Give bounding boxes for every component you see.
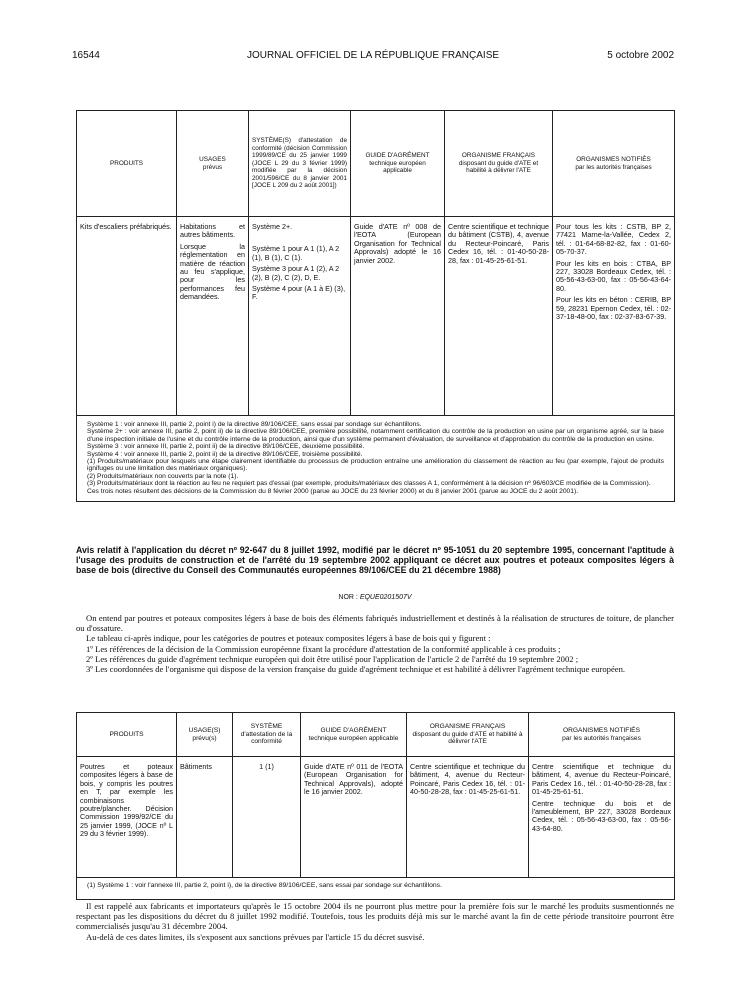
cell-systemes: Système 2+. Système 1 pour A 1 (1), A 2 (1), B (1), C (1). Système 3 pour A 1 (2), A 2 (2), B (2), C (2), D, E. Système 4 pour (A 1 à E) (3), F. [249,217,351,416]
cell-usages: Bâtiments [177,757,233,878]
header-notifies: ORGANISMES NOTIFIÉS par les autorités françaises [553,111,675,217]
note-line: Système 1 : voir annexe III, partie 2, point i) de la directive 89/106/CEE, sans essai par sondage sur échantillons. [87,421,422,428]
cell-organisme: Centre scientifique et technique du bâtiment (CSTB), 4, avenue du Recteur-Poincaré, Paris Cedex 16, tél. : 01-40-50-28-28, fax : 01-45-25-61-51. [445,217,553,416]
cell-notifies: Centre scientifique et technique du bâtiment, 4, avenue du Recteur-Poincaré, Paris Cedex 16., tél. : 01-40-50-28-28, fax : 01-45-25-61-51. Centre technique du bois et de l'ameublement, BP 227, 33028 Bordeaux Cedex, tél. : 05-56-43-63-00, fax : 05-56-43-64-80. [529,757,675,878]
paragraph: 1º Les références de la décision de la Commission européenne fixant la procédure d'attestation de la conformité applicable à ces produits ; [86,643,561,654]
cell-systeme: 1 (1) [233,757,301,878]
paragraph: Le tableau ci-après indique, pour les catégories de poutres et poteaux composites légers à base de bois qui y figurent : [86,633,491,644]
note-line: Système 4 : voir annexe III, partie 2, point ii) de la directive 89/106/CEE, troisième possibilité. [87,450,363,458]
header-systemes: SYSTÈME(S) d'attestation de conformité (décision Commission 1999/89/CE du 25 janvier 1999 (JOCE L 29 du 3 février 1999) modifiée par la décision 2001/596/CE du 8 janvier 2001 [JOCE L 209 du 2 août 2001]) [249,111,351,217]
table-header-row [77,713,675,757]
cell-guide: Guide d'ATE nº 011 de l'EOTA (European Organisation for Technical Approvals), adopté le 16 janvier 2002. [301,757,407,878]
note-line: Système 2+ : voir annexe III, partie 2, point ii) de la directive 89/106/CEE, première possibilité, notamment certification du contrôle de la production en usine par un organisme agréé, sur la base d'une inspection initiale de l'usine et du contrôle interne de la production, ainsi que d'un système permanent d'évaluation, de surveillance et d'approbation du contrôle de la production en usine. [87,428,664,443]
page-header [72,50,674,64]
intro-text [76,613,674,674]
header-guide: GUIDE D'AGRÉMENT technique européen applicable [301,713,407,757]
cell-produits: Kits d'escaliers préfabriqués. [77,217,177,416]
table-notes [77,416,675,502]
note-line: Système 3 : voir annexe III, partie 2, point ii) de la directive 89/106/CEE, deuxième possibilité. [87,443,365,451]
escaliers-table [76,110,675,502]
note-line: (2) Produits/matériaux non couverts par la note (1). [87,472,239,480]
note-line: (3) Produits/matériaux dont la réaction au feu ne requiert pas d'essai (par exemple, produits/matériaux des classes A 1, conformément à la décision nº 96/603/CE modifiée de la Commission). [87,480,651,488]
note-line: Ces trois notes résultent des décisions de la Commission du 8 février 2000 (parue au JOCE du 23 février 2000) et du 8 janvier 2001 (parue au JOCE du 2 août 2001). [87,487,579,495]
notes-row [77,878,675,900]
nor-reference: NOR : EQUE0201507V [338,594,412,601]
cell-notifies: Pour tous les kits : CSTB, BP 2, 77421 Marne-la-Vallée, Cedex 2, tél. : 01-64-68-82-82, fax : 01-60-05-70-37. Pour les kits en bois : CTBA, BP 227, 33028 Bordeaux Cedex, tél. : 05-56-43-63-00, fax : 05-56-43-64-80. Pour les kits en béton : CERIB, BP 59, 28231 Epernon Cedex, tél. : 02-37-18-48-00, fax : 02-37-83-67-39. [553,217,675,416]
notes-row [77,416,675,502]
closing-text [76,901,674,942]
paragraph: Au-delà de ces dates limites, ils s'exposent aux sanctions prévues par l'article 15 du décret susvisé. [86,931,425,942]
header-usages: USAGE(S) prévu(s) [177,713,233,757]
header-notifies: ORGANISMES NOTIFIÉS par les autorités françaises [529,713,675,757]
cell-usages: Habitations et autres bâtiments. Lorsque la réglementation en matière de réaction au feu s'applique, pour les performances feu demandées. [177,217,249,416]
journal-title: JOURNAL OFFICIEL DE LA RÉPUBLIQUE FRANÇAISE [246,50,500,61]
header-produits: PRODUITS [77,111,177,217]
note-line: (1) Produits/matériaux pour lesquels une étape clairement identifiable du processus de production entraîne une amélioration du classement de réaction au feu (par exemple, l'ajout de produits ignifuges ou une limitation des matériaux organiques). [87,458,664,473]
table-row [77,217,675,416]
cell-organisme: Centre scientifique et technique du bâtiment, 4, avenue du Recteur-Poincaré, Paris Cedex 16, tél. : 01-40-50-28-28, fax : 01-45-25-61-51. [407,757,529,878]
poutres-table [76,712,675,900]
header-organisme: ORGANISME FRANÇAIS disposant du guide d'ATE et habilité à délivrer l'ATE [445,111,553,217]
header-usages: USAGES prévus [177,111,249,217]
page-number: 16544 [72,50,100,61]
header-systeme: SYSTÈME d'attestation de la conformité [233,713,301,757]
table-row [77,757,675,878]
paragraph: On entend par poutres et poteaux composites légers à base de bois des éléments fabriqués industriellement et destinés à la réalisation de structures de toiture, de plancher ou d'ossature. [76,613,674,634]
paragraph: 2º Les références du guide d'agrément technique européen qui doit être utilisé pour l'application de l'article 2 de l'arrêté du 19 septembre 2002 ; [86,653,579,664]
table-notes: (1) Système 1 : voir l'annexe III, partie 2, point i), de la directive 89/106/CEE, sans essai par sondage sur échantillons. [77,878,675,900]
issue-date: 5 octobre 2002 [607,50,674,61]
cell-produits: Poutres et poteaux composites légers à base de bois, y compris les poutres en T, par exemple les combinaisons poutre/plancher. Décision Commission 1999/92/CE du 25 janvier 1999, (JOCE nº L 29 du 3 février 1999). [77,757,177,878]
paragraph: Il est rappelé aux fabricants et importateurs qu'après le 15 octobre 2004 ils ne pourront plus mettre pour la première fois sur le marché les produits susmentionnés ne respectant pas les dispositions du décret du 8 juillet 1992 modifié. Toutefois, tous les produits déjà mis sur le marché avant la fin de cette période transitoire pourront être commercialisés jusqu'au 31 décembre 2004. [76,901,674,932]
cell-guide: Guide d'ATE nº 008 de l'EOTA (European Organisation for Technical Approvals) adopté le 16 janvier 2002. [351,217,445,416]
paragraph: 3º Les coordonnées de l'organisme qui dispose de la version française du guide d'agrément technique et est habilité à délivrer l'agrément technique européen. [86,664,626,675]
avis-title: Avis relatif à l'application du décret nº 92-647 du 8 juillet 1992, modifié par le décret nº 95-1051 du 20 septembre 1995, concernant l'aptitude à l'usage des produits de construction et de l'arrêté du 19 septembre 2002 appliquant ce décret aux poutres et poteaux composites légers à base de bois (directive du Conseil des Communautés européennes 89/106/CEE du 21 décembre 1988) [76,545,674,575]
header-organisme: ORGANISME FRANÇAIS disposant du guide d'ATE et habilité à délivrer l'ATE [407,713,529,757]
header-guide: GUIDE D'AGRÉMENT technique européen applicable [351,111,445,217]
header-produits: PRODUITS [77,713,177,757]
table-header-row [77,111,675,217]
